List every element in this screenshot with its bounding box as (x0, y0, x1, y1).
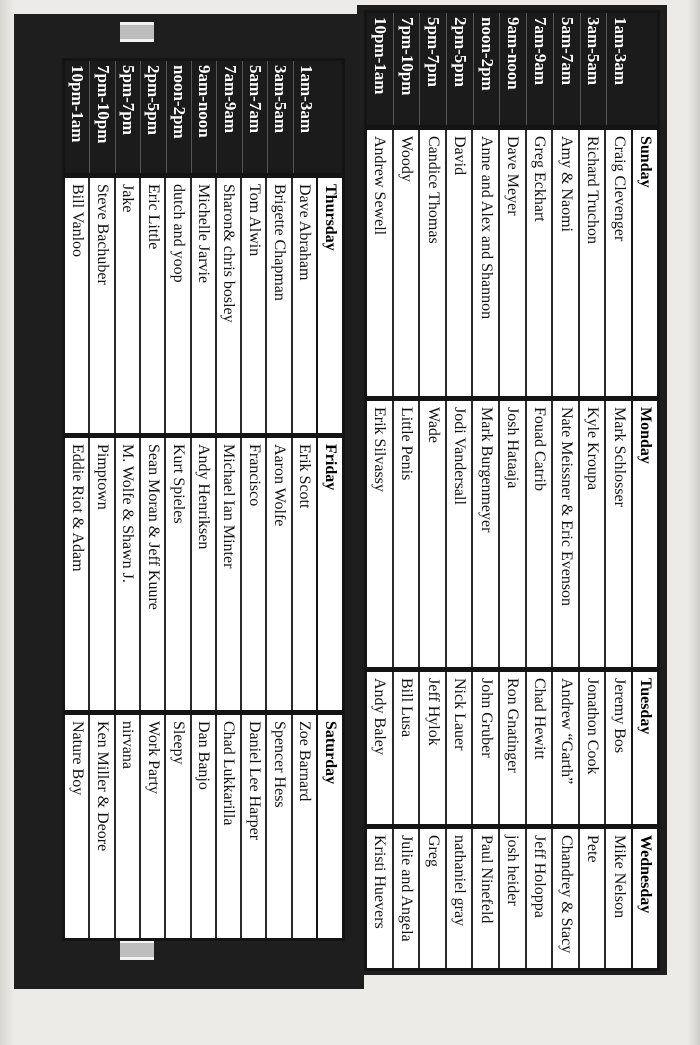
host-cell: Dave Meyer (498, 130, 525, 396)
host-cell: Eddie Riot & Adam (68, 444, 86, 572)
host-cell: Josh Hataaja (498, 401, 525, 667)
host-cell: Jake (114, 178, 139, 433)
time-slot: 9am-noon (191, 61, 216, 173)
host-cell: Daniel Lee Harper (240, 715, 265, 938)
host-cell: nirvana (114, 715, 139, 938)
host-cell: Andy Henriksen (190, 438, 215, 710)
host-cell: Kristi Huevers (371, 835, 389, 929)
host-cell: Ron Gnatinger (498, 672, 525, 824)
host-cell: Dan Banjo (190, 715, 215, 938)
time-slot: 7pm-10pm (89, 61, 114, 173)
host-cell: Chandrey & Stacy (551, 829, 578, 968)
host-cell: Aaron Wolfe (265, 438, 290, 710)
time-slot: 7am-9am (526, 13, 553, 125)
host-cell: Sean Moran & Jeff Kuure (139, 438, 164, 710)
time-slot: 10pm-1am (370, 17, 390, 95)
host-cell: Chad Lukkarilla (215, 715, 240, 938)
host-cell: Michelle Jarvie (190, 178, 215, 433)
host-cell: John Gruber (471, 672, 498, 824)
time-slot: 5am-7am (242, 61, 267, 173)
host-cell: Wade (418, 401, 445, 667)
host-cell: Anne and Alex and Shannon (471, 130, 498, 396)
time-slot: 3am-5am (580, 13, 607, 125)
host-cell: Paul Ninefeld (471, 829, 498, 968)
host-cell: Sharon& chris bosley (215, 178, 240, 433)
day-header: Monday (631, 401, 657, 667)
time-column-header (633, 13, 657, 125)
host-cell: Michael Ian Minter (215, 438, 240, 710)
host-cell: Nature Boy (68, 721, 86, 796)
time-slot: 1am-3am (293, 61, 318, 173)
host-cell: Jeremy Bos (604, 672, 631, 824)
host-cell: Tom Alwin (240, 178, 265, 433)
registration-mark-bottom (120, 940, 154, 960)
host-cell: M. Wolfe & Shawn J. (114, 438, 139, 710)
page-edge (688, 0, 700, 1045)
time-slot: noon-2pm (166, 61, 191, 173)
host-cell: Greg Eckhart (525, 130, 552, 396)
time-column (367, 13, 657, 125)
host-cell: Zoe Barnard (291, 715, 316, 938)
host-cell: Spencer Hess (265, 715, 290, 938)
time-slot: 2pm-5pm (446, 13, 473, 125)
host-cell: Woody (392, 130, 419, 396)
day-column-thursday (65, 173, 342, 433)
host-cell: Steve Bachuber (88, 178, 113, 433)
host-cell: Brigette Chapman (265, 178, 290, 433)
time-slot: 5am-7am (553, 13, 580, 125)
day-header: Friday (316, 438, 342, 710)
day-header: Wednesday (631, 829, 657, 968)
host-cell: Jeff Holoppa (525, 829, 552, 968)
host-cell: dutch and yoop (164, 178, 189, 433)
host-cell: Francisco (240, 438, 265, 710)
host-cell: Chad Hewitt (525, 672, 552, 824)
fold-shadow (0, 0, 14, 1045)
host-cell: Pete (578, 829, 605, 968)
day-column-friday (65, 433, 342, 710)
host-cell: Nick Lauer (445, 672, 472, 824)
host-cell: Jodi Vandersall (445, 401, 472, 667)
time-slot: 9am-noon (499, 13, 526, 125)
time-slot: 7pm-10pm (393, 13, 420, 125)
time-slot: 5pm-7pm (115, 61, 140, 173)
time-slot: 3am-5am (267, 61, 292, 173)
host-cell: Mike Nelson (604, 829, 631, 968)
registration-mark-top (120, 22, 154, 42)
host-cell: Fouad Catrib (525, 401, 552, 667)
day-header: Saturday (316, 715, 342, 938)
day-column-monday (367, 396, 657, 667)
day-header: Tuesday (631, 672, 657, 824)
time-column (65, 61, 342, 173)
day-header: Sunday (631, 130, 657, 396)
host-cell: Andrew “Garth” (551, 672, 578, 824)
host-cell: nathaniel gray (445, 829, 472, 968)
host-cell: Amy & Naomi (551, 130, 578, 396)
time-slot: noon-2pm (473, 13, 500, 125)
host-cell: Kyle Kroupa (578, 401, 605, 667)
host-cell: Mark Burgenmeyer (471, 401, 498, 667)
host-cell: Andrew Sewell (371, 136, 389, 236)
host-cell: Nate Meissner & Eric Evenson (551, 401, 578, 667)
host-cell: Erik Silvassy (371, 407, 389, 492)
schedule-table-sun-wed (364, 10, 660, 971)
host-cell: Julie and Angela (392, 829, 419, 968)
host-cell: Bill Vanloo (68, 184, 86, 258)
host-cell: Jeff Hylok (418, 672, 445, 824)
host-cell: Bill Lusa (392, 672, 419, 824)
host-cell: Work Party (139, 715, 164, 938)
host-cell: Erik Scott (291, 438, 316, 710)
time-slot: 2pm-5pm (140, 61, 165, 173)
host-cell: Eric Little (139, 178, 164, 433)
host-cell: Candice Thomas (418, 130, 445, 396)
host-cell: David (445, 130, 472, 396)
time-slot: 5pm-7pm (419, 13, 446, 125)
host-cell: Richard Truchon (578, 130, 605, 396)
day-column-tuesday (367, 667, 657, 824)
host-cell: Greg (418, 829, 445, 968)
host-cell: Little Penis (392, 401, 419, 667)
host-cell: josh heider (498, 829, 525, 968)
time-column-header (318, 61, 342, 173)
host-cell: Mark Schlosser (604, 401, 631, 667)
host-cell: Dave Abraham (291, 178, 316, 433)
host-cell: Kurt Spieles (164, 438, 189, 710)
day-header: Thursday (316, 178, 342, 433)
host-cell: Craig Clevenger (604, 130, 631, 396)
schedule-table-thu-sat (62, 58, 345, 941)
host-cell: Ken Miller & Deore (88, 715, 113, 938)
day-column-saturday (65, 710, 342, 938)
time-slot: 7am-9am (216, 61, 241, 173)
time-slot: 10pm-1am (68, 65, 88, 143)
host-cell: Jonathon Cook (578, 672, 605, 824)
day-column-wednesday (367, 824, 657, 968)
host-cell: Andy Baley (371, 678, 389, 755)
time-slot: 1am-3am (606, 13, 633, 125)
host-cell: Sleepy (164, 715, 189, 938)
host-cell: Pimptown (88, 438, 113, 710)
day-column-sunday (367, 125, 657, 396)
